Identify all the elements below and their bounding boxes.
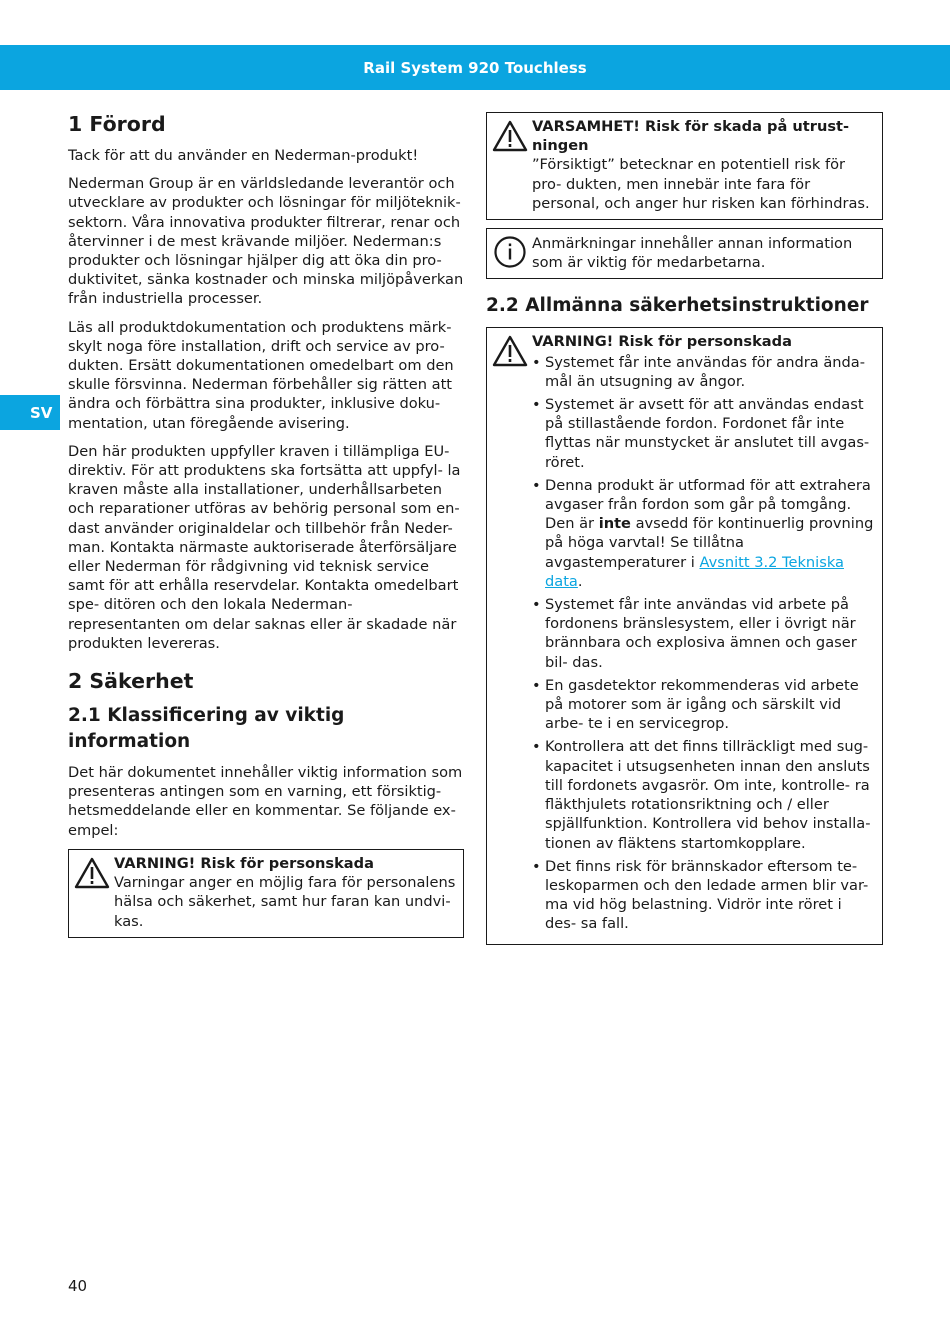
technical-data-link[interactable]: Avsnitt 3.2 Tekniska data (545, 553, 844, 590)
list-item: • En gasdetektor rekommenderas vid arbete på motorer som är igång och särskilt vid arbe- te i en servicegrop. (532, 676, 876, 734)
warning-title: VARNING! Risk för personskada (532, 333, 792, 351)
list-item (532, 476, 876, 591)
heading-sakerhet: 2 Säkerhet (68, 669, 194, 694)
list-item-text: avsedd för kontinuerlig provning på höga varvtal! Se tillåtna avgastemperaturer i (545, 515, 874, 571)
list-item: • Systemet är avsett för att användas endast på stillastående fordon. Fordonet får inte flyttas när munstycket är anslutet till avgas- röret. (532, 395, 876, 472)
info-circle-icon (492, 235, 528, 269)
warning-title: VARNING! Risk för personskada (114, 854, 374, 872)
list-item: • Det finns risk för brännskador eftersom te- leskoparmen och den ledade armen blir var- ma vid hög belastning. Vidrör inte röret i des- sa fall. (532, 857, 876, 934)
warning-triangle-icon (492, 334, 528, 368)
list-item: • Kontrollera att det finns tillräckligt med sug- kapacitet i utsugsenheten innan den ansluts till fordonets avgasrör. Om inte, kontrolle- ra fläkthjulets rotationsriktning och / eller spjällfunktion. Kontrollera vid behov installa- tionen av fläktens startomkopplare. (532, 737, 876, 852)
language-label: SV (30, 403, 53, 422)
note-box (486, 228, 883, 279)
left-column (68, 110, 464, 946)
paragraph-classification: Det här dokumentet innehåller viktig information som presenteras antingen som en varning, ett försiktig- hetsmeddelande eller en kommentar. Se följande ex- empel: (68, 764, 463, 839)
caution-title: VARSAMHET! Risk för skada på utrust- ningen (532, 118, 850, 155)
safety-list (532, 353, 876, 934)
page-number: 40 (68, 1277, 88, 1295)
paragraph-documentation: Läs all produktdokumentation och produktens märk- skylt noga före installation, drift och service av pro- dukten. Ersätt dokumentationen omedelbart om den skulle försvinna. Nederman förbehåller sig rätten att ändra och förbättra sina produkter, inklusive doku- mentation, utan föregående avisering. (68, 318, 454, 432)
warning-text: Varningar anger en möjlig fara för personalens hälsa och säkerhet, samt hur faran kan undvi- kas. (114, 874, 456, 930)
caution-box (486, 112, 883, 220)
caution-triangle-icon (492, 119, 528, 153)
heading-allmanna: 2.2 Allmänna säkerhetsinstruktioner (486, 295, 869, 317)
list-item: • Systemet får inte användas vid arbete på fordonens bränslesystem, eller i övrigt när brännbara och explosiva ämnen och gaser bil- das. (532, 595, 876, 672)
right-column (486, 112, 883, 953)
warning-triangle-icon (74, 856, 110, 890)
emphasis-text: inte (598, 515, 631, 533)
note-text: Anmärkningar innehåller annan information som är viktig för medarbetarna. (532, 235, 853, 272)
paragraph-thanks: Tack för att du använder en Nederman-produkt! (68, 147, 419, 164)
document-header (0, 45, 950, 90)
list-item-text: . (577, 572, 583, 590)
warning-box-general (486, 327, 883, 944)
heading-forord: 1 Förord (68, 112, 166, 136)
list-item: • Systemet får inte användas för andra ända- mål än utsugning av ångor. (532, 353, 876, 391)
heading-klassificering: 2.1 Klassificering av viktig information (68, 705, 345, 753)
language-tab (0, 395, 60, 430)
document-title: Rail System 920 Touchless (363, 58, 587, 77)
paragraph-company: Nederman Group är en världsledande leverantör och utvecklare av produkter och lösningar för miljöteknik- sektorn. Våra innovativa produkter filtrerar, renar och återvinner i de mest krävande miljöer. Nederman:s produkter och lösningar hjälper dig att öka din pro- duktivitet, sänka kostnader och minska miljöpåverkan från industriella processer. (68, 175, 464, 308)
warning-box-example (68, 849, 464, 938)
paragraph-eu-directive: Den här produkten uppfyller kraven i tillämpliga EU- direktiv. För att produktens ska fortsätta att uppfyl- la kraven måste alla installationer, underhållsarbeten och reparationer utföras av behörig personal som en- dast använder originaldelar och tillbehör från Neder- man. Kontakta närmaste auktoriserade återförsäljare eller Nederman för rådgivning vid teknisk service samt för att erhålla reservdelar. Kontakta omedelbart spe- ditören och den lokala Nederman-representanten om delar saknas eller är skadade när produkten levereras. (68, 442, 461, 652)
list-item-text: Denna produkt är utformad för att extrahera avgaser från fordon som går på tomgång. Den är (545, 476, 871, 533)
caution-text: ”Försiktigt” betecknar en potentiell risk för pro- dukten, men innebär inte fara för personal, och anger hur risken kan förhindras. (532, 156, 870, 212)
